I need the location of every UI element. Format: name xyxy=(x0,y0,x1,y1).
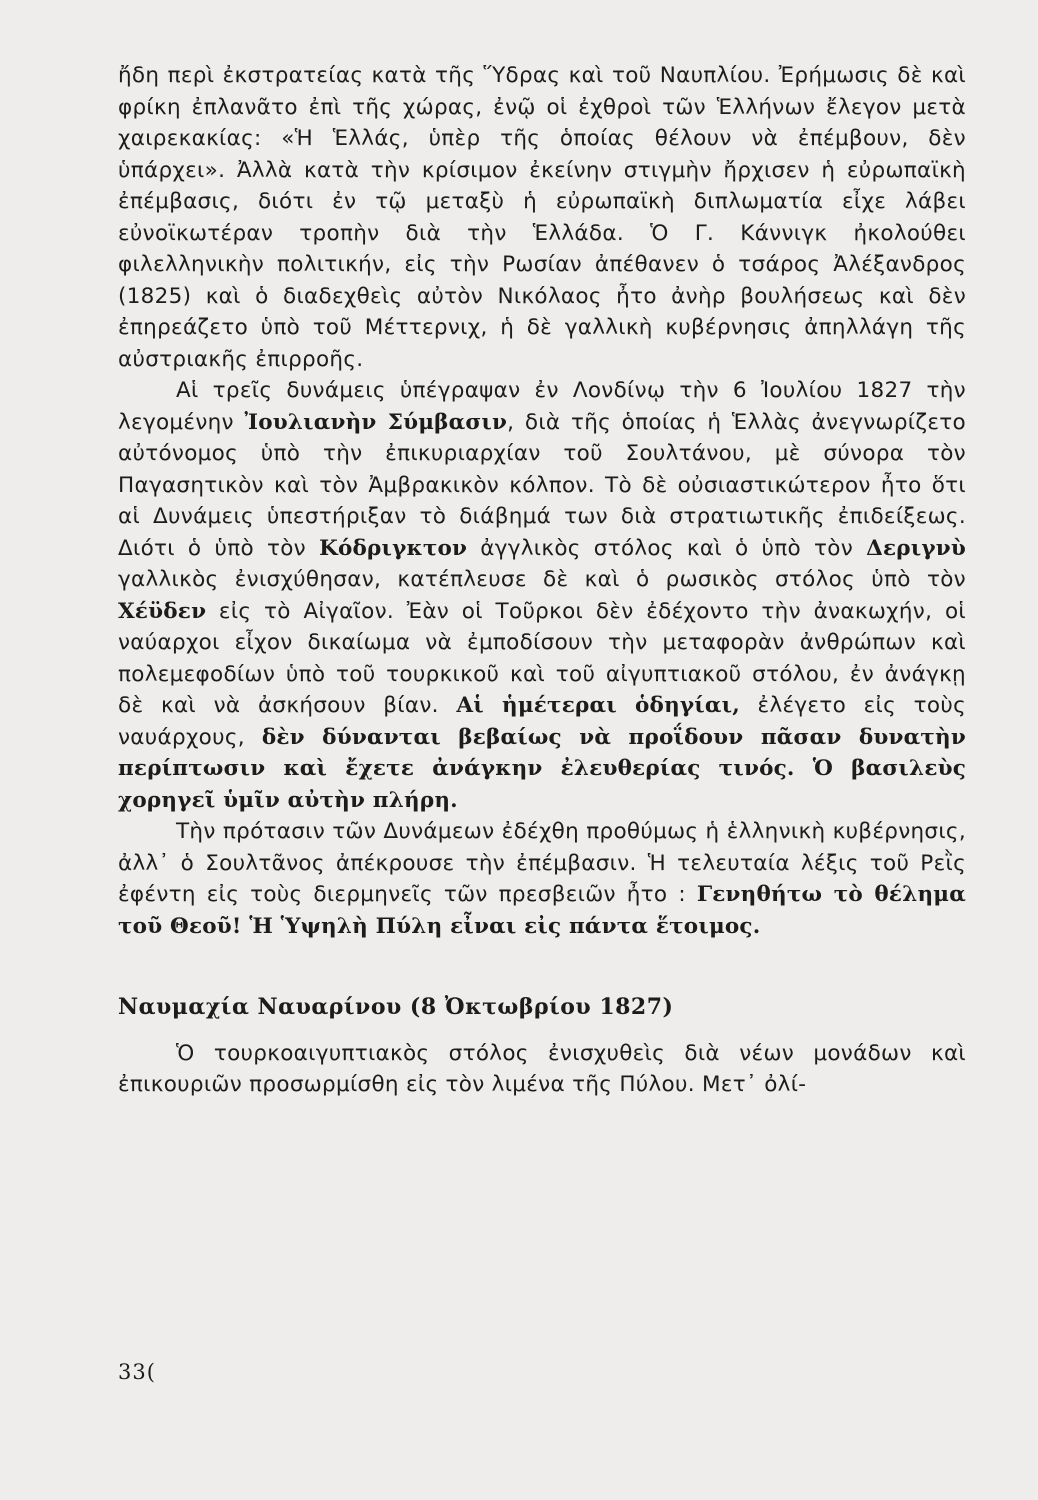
paragraph-2-text-3: ἀγγλικὸς στόλος καὶ ὁ ὑπὸ τὸν xyxy=(480,535,854,561)
name-heyden: Χέϋδεν xyxy=(118,598,207,624)
section-heading: Ναυμαχία Ναυαρίνου (8 Ὀκτωβρίου 1827) xyxy=(118,994,674,1020)
paragraph-1: ἤδη περὶ ἐκστρατείας κατὰ τῆς Ὕδρας καὶ τοῦ Ναυπλίου. Ἐρήμωσις δὲ καὶ φρίκη ἐπλανᾶτο ἐπὶ τῆς χώρας, ἐνῷ οἱ ἐχθροὶ τῶν Ἑλλήνων ἔλεγον μετὰ χαιρεκακίας: «Ἡ Ἑλλάς, ὑπὲρ τῆς ὁποίας θέλουν νὰ ἐπέμβουν, δὲν ὑπάρχει». Ἀλλὰ κατὰ τὴν κρίσιμον ἐκείνην στιγμὴν ἤρχισεν ἡ εὐρωπαϊκὴ ἐπέμβασις, διότι ἐν τῷ μεταξὺ ἡ εὐρωπαϊκὴ διπλωματία εἶχε λάβει εὐνοϊκωτέραν τροπὴν διὰ τὴν Ἑλλάδα. Ὁ Γ. Κάννιγκ ἠκολούθει φιλελληνικὴν πολιτικήν, εἰς τὴν Ρωσίαν ἀπέθανεν ὁ τσάρος Ἀλέξανδρος (1825) καὶ ὁ διαδεχθεὶς αὐτὸν Νικόλαος ἦτο ἀνὴρ βουλήσεως καὶ δὲν ἐπηρεάζετο ὑπὸ τοῦ Μέττερνιχ, ἡ δὲ γαλλικὴ κυβέρνησις ἀπηλλάγη τῆς αὐστριακῆς ἐπιρροῆς. xyxy=(118,63,966,372)
paragraph-2-text-4: γαλλικὸς ἐνισχύθησαν, κατέπλευσε δὲ καὶ ὁ ρωσικὸς στόλος ὑπὸ τὸν xyxy=(118,567,966,592)
name-derigny: Δεριγνὺ xyxy=(866,535,966,561)
paragraph-3-text: Τὴν πρότασιν τῶν Δυνάμεων ἐδέχθη προθύμως ἡ ἑλληνικὴ κυβέρνησις, ἀλλ᾽ ὁ Σουλτᾶνος ἀπέκρουσε τὴν ἐπέμβασιν. Ἡ τελευταία λέξις τοῦ Ρεῒς ἐφέντη εἰς τοὺς διερμηνεῖς τῶν πρεσβειῶν ἦτο : xyxy=(118,819,966,907)
page-number: 33( xyxy=(118,1360,156,1384)
name-codrington: Κόδριγκτον xyxy=(319,535,468,561)
quote-instructions-start: Αἱ ἡμέτεραι ὁδηγίαι, xyxy=(456,693,740,718)
paragraph-2-text-2: , διὰ τῆς ὁποίας ἡ Ἑλλὰς ἀνεγνωρίζετο αὐτόνομος ὑπὸ τὴν ἐπικυριαρχίαν τοῦ Σουλτάνου, μὲ σύνορα τὸν Παγασητικὸν καὶ τὸν Ἀμβρακικὸν κόλπον. Τὸ δὲ οὐσιαστικώτερον ἦτο ὅτι αἱ Δυνάμεις ὑπεστήριξαν τὸ διάβημά των διὰ στρατιωτικῆς ἐπιδείξεως. Διότι ὁ ὑπὸ τὸν xyxy=(118,409,966,561)
paragraph-2-text-5: εἰς τὸ Αἰγαῖον. Ἐὰν οἱ Τοῦρκοι δὲν ἐδέχοντο τὴν ἀνακωχήν, οἱ ναύαρχοι εἶχον δικαίωμα νὰ ἐμποδίσουν τὴν μεταφορὰν ἀνθρώπων καὶ πολεμεφοδίων ὑπὸ τοῦ τουρκικοῦ καὶ τοῦ αἰγυπτιακοῦ στόλου, ἐν ἀνάγκῃ δὲ καὶ νὰ ἀσκήσουν βίαν. xyxy=(118,598,966,718)
paragraph-2 xyxy=(118,375,966,816)
page-text xyxy=(118,60,966,1101)
paragraph-2-text-1: Αἱ τρεῖς δυνάμεις ὑπέγραψαν ἐν Λονδίνῳ τὴν 6 Ἰουλίου 1827 τὴν λεγομένην xyxy=(118,378,966,435)
term-julian-convention: Ἰουλιανὴν Σύμβασιν xyxy=(244,409,508,435)
paragraph-2-text-6: ἐλέγετο εἰς τοὺς ναυάρχους, xyxy=(118,693,966,750)
paragraph-3 xyxy=(118,816,966,942)
quote-instructions-end: δὲν δύνανται βεβαίως νὰ προΐδουν πᾶσαν δυνατὴν περίπτωσιν καὶ ἔχετε ἀνάγκην ἐλευθερίας τινός. Ὁ βασιλεὺς χορηγεῖ ὑμῖν αὐτὴν πλήρη. xyxy=(118,724,967,813)
paragraph-4: Ὁ τουρκοαιγυπτιακὸς στόλος ἐνισχυθεὶς διὰ νέων μονάδων καὶ ἐπικουριῶν προσωρμίσθη εἰς τὸν λιμένα τῆς Πύλου. Μετ᾽ ὀλί- xyxy=(118,1040,966,1097)
quote-sultan-reply: Γενηθήτω τὸ θέλημα τοῦ Θεοῦ! Ἡ Ὑψηλὴ Πύλη εἶναι εἰς πάντα ἕτοιμος. xyxy=(118,882,966,939)
